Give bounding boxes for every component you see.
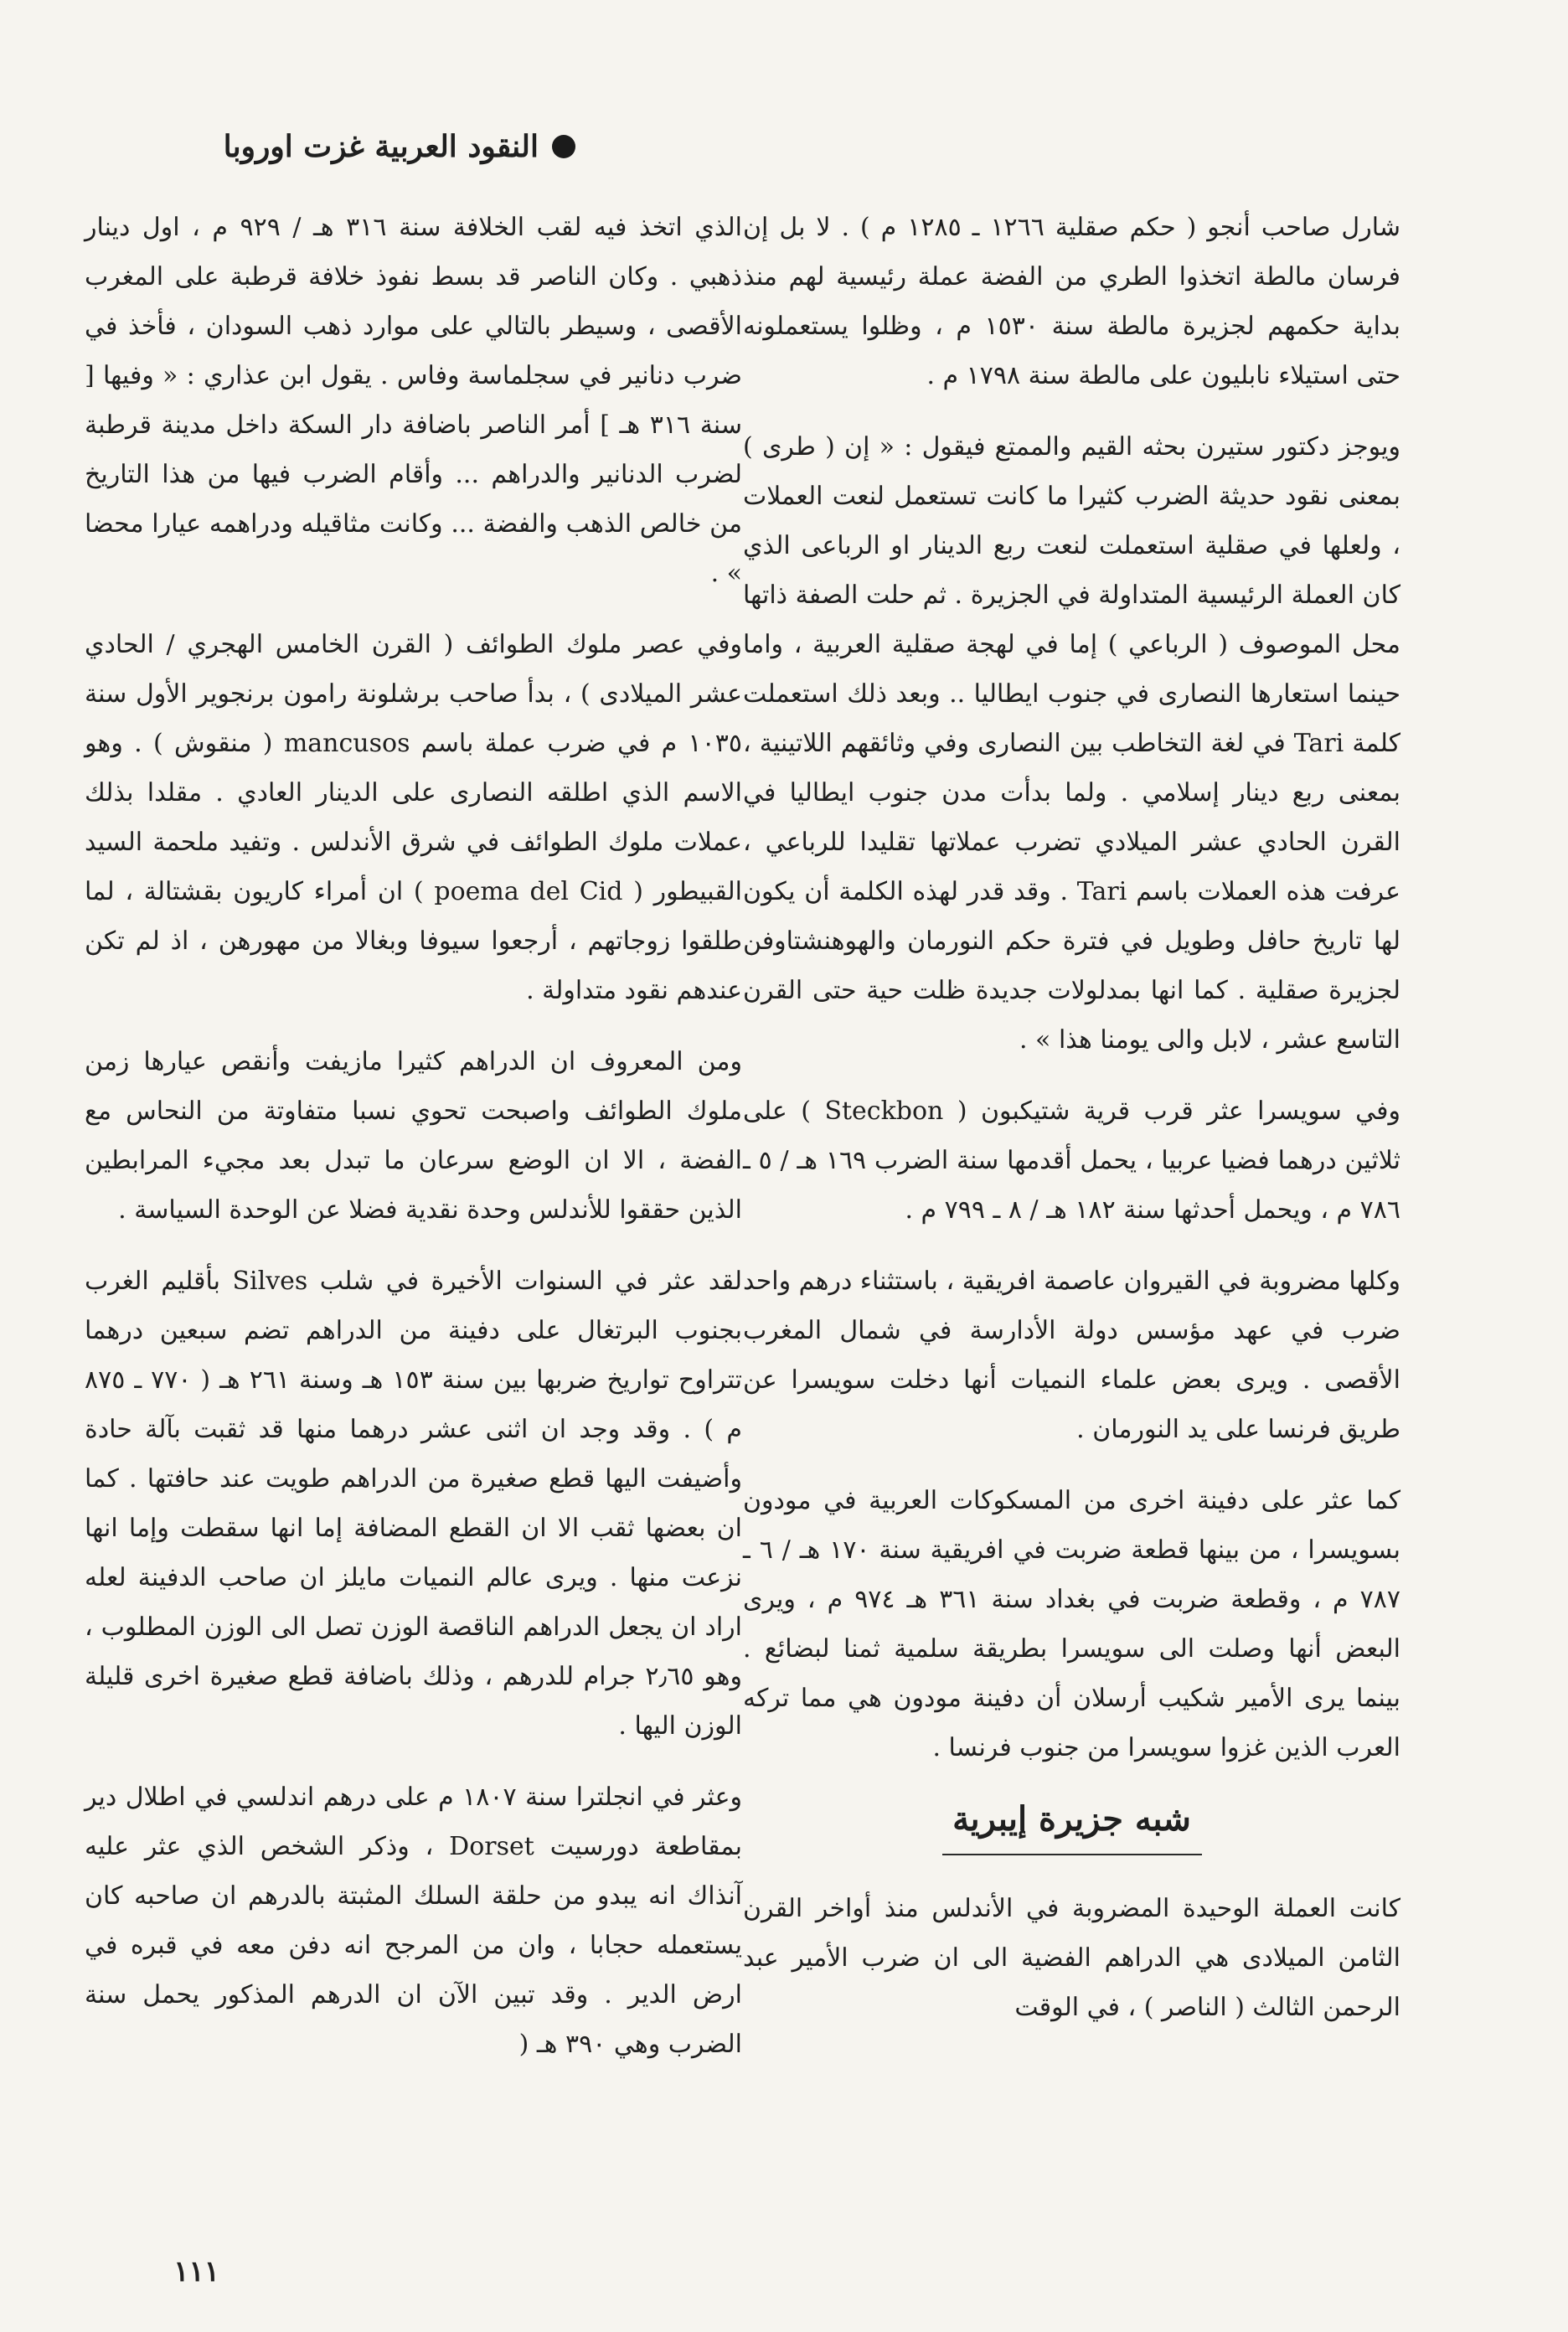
running-header — [173, 126, 575, 168]
header-title: النقود العربية غزت اوروبا — [223, 129, 539, 164]
paragraph: كما عثر على دفينة اخرى من المسكوكات العربية في مودون بسويسرا ، من بينها قطعة ضربت في افريقية سنة ١٧٠ هـ / ٦ ـ ٧٨٧ م ، وقطعة ضربت في بغداد سنة ٣٦١ هـ ٩٧٤ م ، ويرى البعض أنها وصلت الى سويسرا بطريقة سلمية ثمنا لبضائع . بينما يرى الأمير شكيب أرسلان أن دفينة مودون هي مما تركه العرب الذين غزوا سويسرا من جنوب فرنسا . — [743, 1486, 1401, 1762]
paragraph: وفي سويسرا عثر قرب قرية شتيكبون ( Steckbon ) على ثلاثين درهما فضيا عربيا ، يحمل أقدمها سنة الضرب ١٦٩ هـ / ٥ ـ ٧٨٦ م ، ويحمل أحدثها سنة ١٨٢ هـ / ٨ ـ ٧٩٩ م . — [743, 1096, 1401, 1225]
paragraph: ومن المعروف ان الدراهم كثيرا مازيفت وأنقص عيارها زمن ملوك الطوائف واصبحت تحوي نسبا متفاوتة من النحاس مع الفضة ، الا ان الوضع سرعان ما تبدل بعد مجيء المرابطين الذين حققوا للأندلس وحدة نقدية فضلا عن الوحدة السياسة . — [85, 1047, 742, 1225]
section-title: شبه جزيرة إيبرية — [952, 1799, 1191, 1839]
right-column — [743, 203, 1400, 2159]
left-column — [85, 203, 742, 2159]
page-number: ١١١ — [173, 2255, 219, 2288]
paragraph: لقد عثر في السنوات الأخيرة في شلب Silves بأقليم الغرب بجنوب البرتغال على دفينة من الدراهم تضم سبعين درهما تتراوح تواريخ ضربها بين سنة ١٥٣ هـ وسنة ٢٦١ هـ ( ٧٧٠ ـ ٨٧٥ م ) . وقد وجد ان اثنى عشر درهما منها قد ثقبت بآلة حادة وأضيفت اليها قطع صغيرة من الدراهم طويت عند حافتها . كما ان بعضها ثقب الا ان القطع المضافة إما انها سقطت وإما انها نزعت منها . ويرى عالم النميات مايلز ان صاحب الدفينة لعله اراد ان يجعل الدراهم الناقصة الوزن تصل الى الوزن المطلوب ، وهو ٢٫٦٥ جرام للدرهم ، وذلك باضافة قطع صغيرة اخرى قليلة الوزن اليها . — [85, 1267, 742, 1741]
paragraph: وعثر في انجلترا سنة ١٨٠٧ م على درهم اندلسي في اطلال دير بمقاطعة دورسيت Dorset ، وذكر الشخص الذي عثر عليه آنذاك انه يبدو من حلقة السلك المثبتة بالدرهم ان صاحبه كان يستعمله حجابا ، وان من المرجح انه دفن معه في قبره في ارض الدير . وقد تبين الآن ان الدرهم المذكور يحمل سنة الضرب وهي ٣٩٠ هـ ( — [85, 1783, 743, 2059]
bullet-icon — [552, 135, 575, 158]
paragraph: وكلها مضروبة في القيروان عاصمة افريقية ، باستثناء درهم واحد ضرب في عهد مؤسس دولة الأدارسة في شمال المغرب الأقصى . ويرى بعض علماء النميات أنها دخلت سويسرا عن طريق فرنسا على يد النورمان . — [743, 1267, 1400, 1444]
paragraph: شارل صاحب أنجو ( حكم صقلية ١٢٦٦ ـ ١٢٨٥ م ) . لا بل إن فرسان مالطة اتخذوا الطري من الفضة عملة رئيسية لهم منذ بداية حكمهم لجزيرة مالطة سنة ١٥٣٠ م ، وظلوا يستعملونه حتى استيلاء نابليون على مالطة سنة ١٧٩٨ م . — [743, 213, 1401, 390]
paragraph: الذي اتخذ فيه لقب الخلافة سنة ٣١٦ هـ / ٩٢٩ م ، اول دينار ذهبي . وكان الناصر قد بسط نفوذ خلافة قرطبة على المغرب الأقصى ، وسيطر بالتالي على موارد ذهب السودان ، فأخذ في ضرب دنانير في سجلماسة وفاس . يقول ابن عذاري : « وفيها [ سنة ٣١٦ هـ ] أمر الناصر باضافة دار السكة داخل مدينة قرطبة لضرب الدنانير والدراهم ... وأقام الضرب فيها من هذا التاريخ من خالص الذهب والفضة ... وكانت مثاقيله ودراهمه عيارا محضا » . — [85, 213, 742, 588]
section-divider — [942, 1854, 1202, 1855]
paragraph: وفي عصر ملوك الطوائف ( القرن الخامس الهجري / الحادي عشر الميلادى ) ، بدأ صاحب برشلونة رامون برنجوير الأول سنة ١٠٣٥ م في ضرب عملة باسم mancusos ( منقوش ) . وهو الاسم الذي اطلقه النصارى على الدينار العادي . مقلدا بذلك عملات ملوك الطوائف في شرق الأندلس . وتفيد ملحمة السيد القبيطور ( poema del Cid ) ان أمراء كاريون بقشتالة ، لما طلقوا زوجاتهم ، أرجعوا سيوفا وبغالا من مهورهن ، اذ لم تكن عندهم نقود متداولة . — [85, 630, 742, 1005]
paragraph: ويوجز دكتور ستيرن بحثه القيم والممتع فيقول : « إن ( طرى ) بمعنى نقود حديثة الضرب كثيرا ما كانت تستعمل لنعت العملات ، ولعلها في صقلية استعملت لنعت ربع الدينار او الرباعى الذي كان العملة الرئيسية المتداولة في الجزيرة . ثم حلت الصفة ذاتها محل الموصوف ( الرباعي ) إما في لهجة صقلية العربية ، واما حينما استعارها النصارى في جنوب ايطاليا .. وبعد ذلك استعملت كلمة Tari في لغة التخاطب بين النصارى وفي وثائقهم اللاتينية ، بمعنى ربع دينار إسلامي . ولما بدأت مدن جنوب ايطاليا في القرن الحادي عشر الميلادي تضرب عملاتها تقليدا للرباعي ، عرفت هذه العملات باسم Tari . وقد قدر لهذه الكلمة أن يكون لها تاريخ حافل وطويل في فترة حكم النورمان والهوهنشتاوفن لجزيرة صقلية . كما انها بمدلولات جديدة ظلت حية حتى القرن التاسع عشر ، لابل والى يومنا هذا » . — [743, 432, 1400, 1055]
paragraph: كانت العملة الوحيدة المضروبة في الأندلس منذ أواخر القرن الثامن الميلادى هي الدراهم الفضية الى ان ضرب الأمير عبد الرحمن الثالث ( الناصر ) ، في الوقت — [743, 1894, 1400, 2022]
